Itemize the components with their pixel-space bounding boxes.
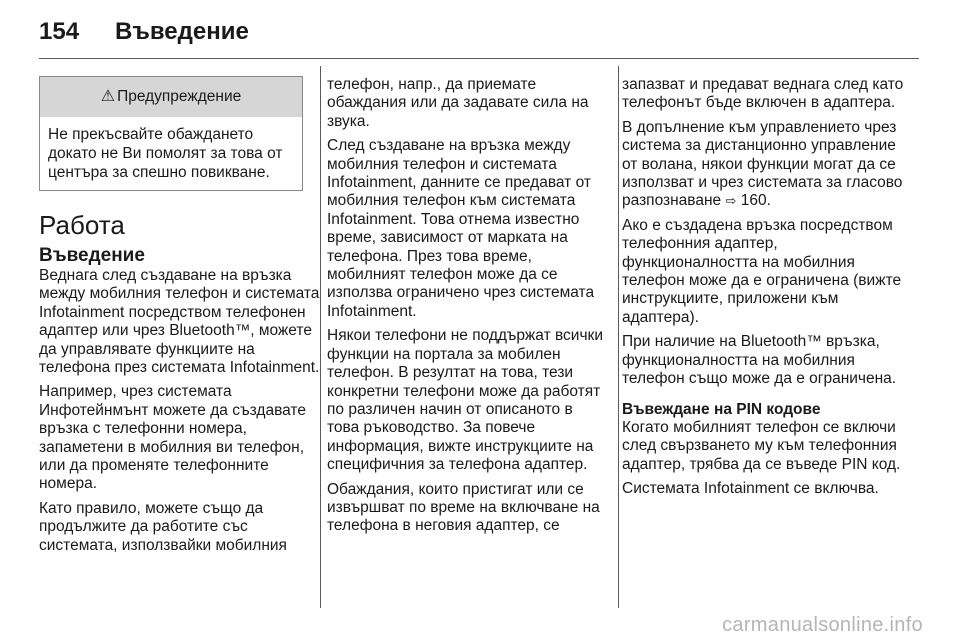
warning-title: Предупреждение [117,87,242,105]
column-divider-2 [618,66,619,608]
warning-triangle-icon: ⚠ [100,87,116,105]
column-3 [622,76,914,505]
paragraph: Като правило, можете също да продължите да работите със системата, използвайки мобилния [39,499,287,554]
header-rule [39,58,919,59]
page-reference-arrow-icon: ⇨ [725,193,737,209]
page-number: 154 [39,18,80,45]
warning-header [40,77,302,117]
subsection-title: Въведение [39,245,145,266]
paragraph: Ако е създадена връзка посредством телефонния адаптер, функционалността на мобилния телефон може да е ограничена (вижте инструкциите, приложени към адаптера). [622,216,902,326]
page-header [39,14,919,54]
paragraph: запазват и предават веднага след като телефонът бъде включен в адаптера. [622,76,904,112]
column-1 [39,76,323,561]
watermark: carmanualsonline.info [722,614,923,636]
paragraph: При наличие на Bluetooth™ връзка, функционалността на мобилния телефон също може да е ограничена. [622,333,897,388]
paragraph: След създаване на връзка между мобилния телефон и системата Infotainment, данните се предават от мобилния телефон към системата Infotainment. Това отнема известно време, зависимост от марката на телефона. През това време, мобилният телефон може да се използва ограничено чрез системата Infotainment. [327,137,595,320]
paragraph: телефон, напр., да приемате обаждания или да задавате сила на звука. [327,76,589,130]
paragraph: Например, чрез системата Инфотейнмънт можете да създавате връзка с телефонни номера, запаметени в мобилния ви телефон, или да променяте телефонните номера. [39,383,306,493]
page-title: Въведение [115,18,249,45]
paragraph: Някои телефони не поддържат всички функции на портала за мобилен телефон. В резултат на това, тези конкретни телефони може да работят по различен начин от описаното в това ръководство. За повече информация, вижте инструкциите на специфичния за телефона адаптер. [327,327,603,474]
warning-box [39,76,303,191]
paragraph: Когато мобилният телефон се включи след свързването му към телефонния адаптер, трябва да се въведе PIN код. [622,418,901,473]
page-reference-link[interactable]: 160. [740,192,771,210]
warning-body: Не прекъсвайте обаждането докато не Ви помолят за това от центъра за спешно повикване. [48,126,283,181]
subsection-title-pin: Въвеждане на PIN кодове [622,400,821,418]
paragraph: Обаждания, които пристигат или се извършват по време на включване на телефона в неговия адаптер, се [327,480,600,535]
section-title: Работа [39,210,125,240]
paragraph: Веднага след създаване на връзка между мобилния телефон и системата Infotainment посредством телефонен адаптер или чрез Bluetooth™, можете да управлявате функциите на телефона през системата Infotainment. [39,267,320,377]
paragraph [622,119,914,211]
paragraph: Системата Infotainment се включва. [622,480,879,498]
column-2 [327,76,609,542]
paragraph-text: В допълнение към управлението чрез система за дистанционно управление от волана, някои функции могат да се използват и чрез системата за гласово разпознаване [622,118,903,210]
